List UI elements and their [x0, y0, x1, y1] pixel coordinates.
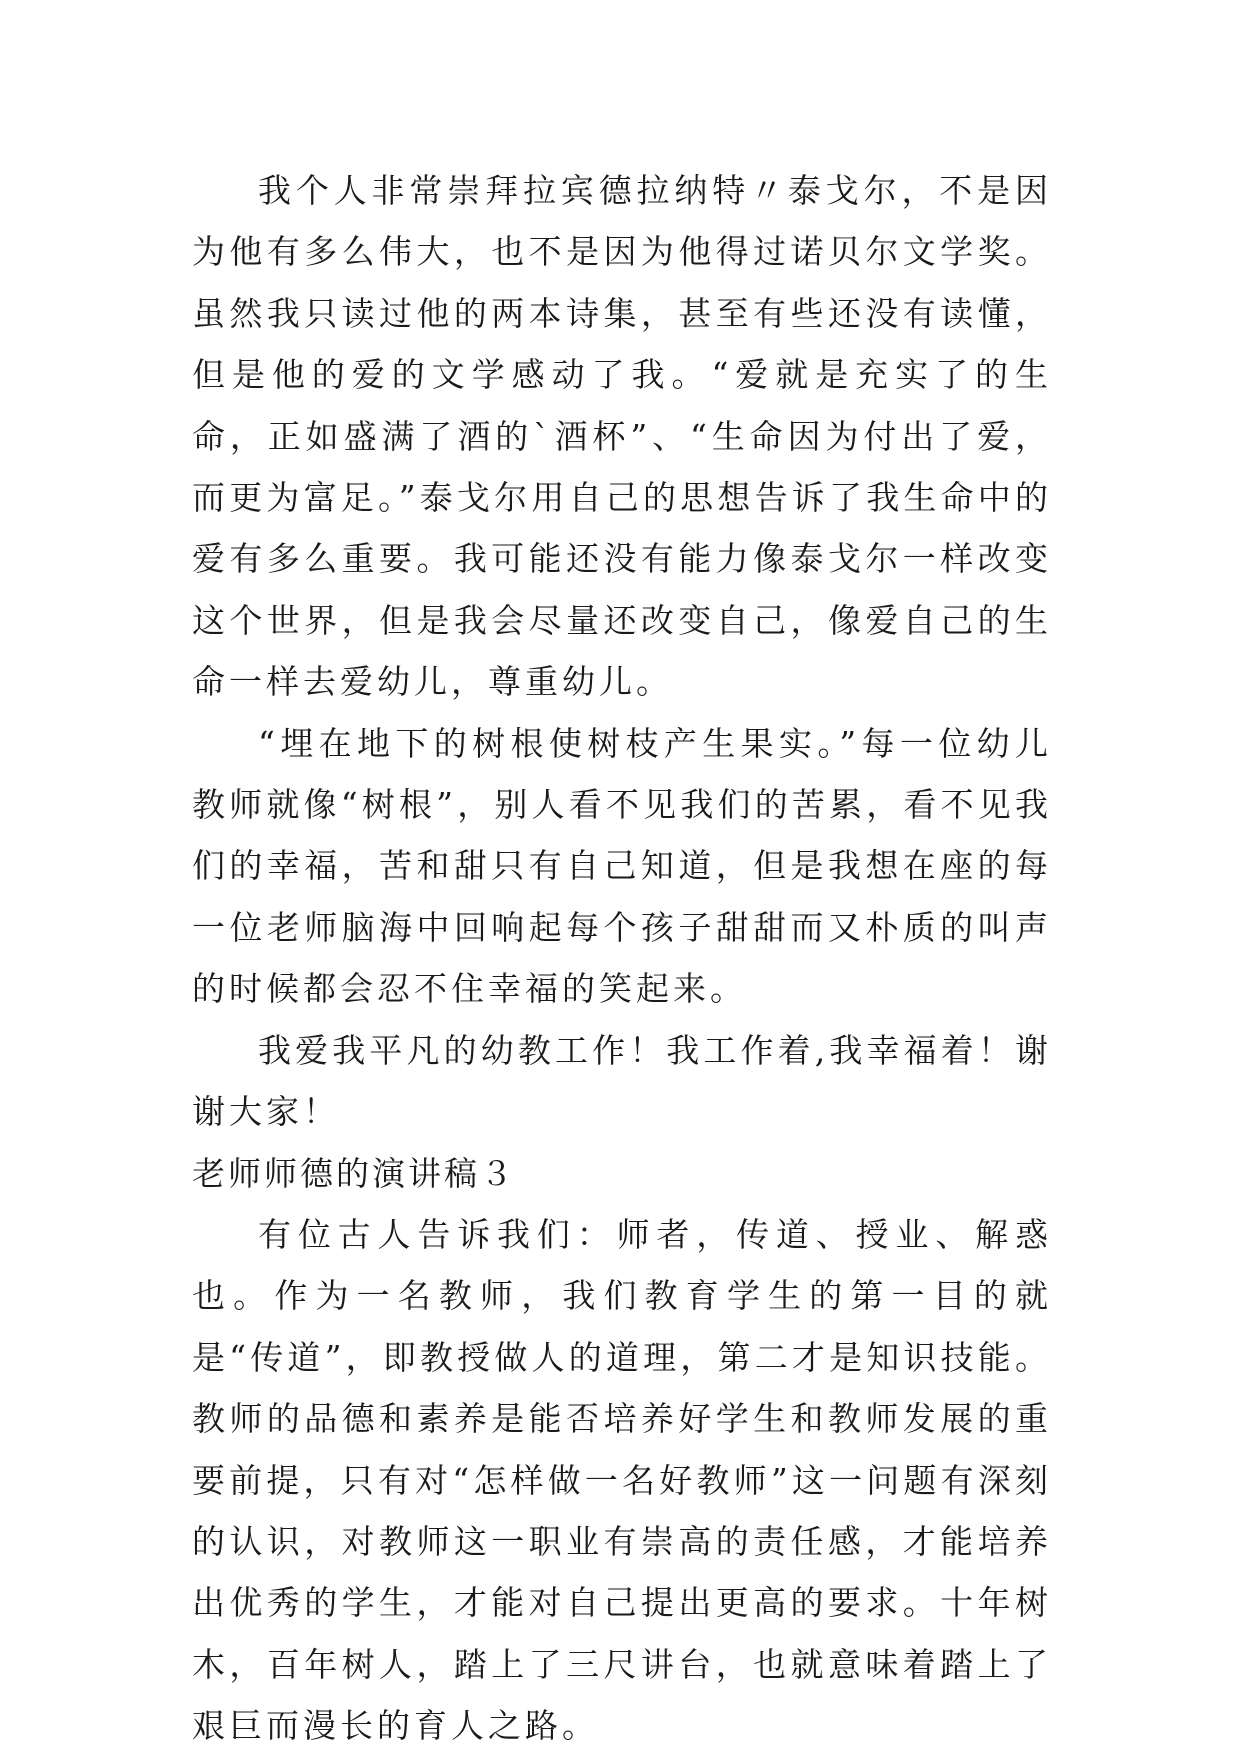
paragraph-tree-root: “埋在地下的树根使树枝产生果实。”每一位幼儿教师就像“树根”，别人看不见我们的苦累，看不见我们的幸福，苦和甜只有自己知道，但是我想在座的每一位老师脑海中回响起每个孩子甜甜而又朴质的叫声的时候都会忍不住幸福的笑起来。: [192, 723, 1052, 1009]
section-heading: 老师师德的演讲稿３: [192, 1153, 516, 1193]
paragraph-tagore: 我个人非常崇拜拉宾德拉纳特〃泰戈尔，不是因为他有多么伟大，也不是因为他得过诺贝尔文学奖。 虽然我只读过他的两本诗集，甚至有些还没有读懂，但是他的爱的文学感动了我。“爱就是充实了的生命，正如盛满了酒的`酒杯”、“生命因为付出了爱，而更为富足。”泰戈尔用自己的思想告诉了我生命中的爱有多么重要。我可能还没有能力像泰戈尔一样改变这个世界，但是我会尽量还改变自己，像爱自己的生命一样去爱幼儿，尊重幼儿。: [192, 171, 1052, 702]
document-body: [192, 160, 1052, 1757]
paragraph-teacher-ethics: 有位古人告诉我们：师者，传道、授业、解惑也。作为一名教师，我们教育学生的第一目的就是“传道”，即教授做人的道理，第二才是知识技能。教师的品德和素养是能否培养好学生和教师发展的重要前提，只有对“怎样做一名好教师”这一问题有深刻的认识，对教师这一职业有崇高的责任感，才能培养出优秀的学生，才能对自己提出更高的要求。十年树木，百年树人，踏上了三尺讲台，也就意味着踏上了艰巨而漫长的育人之路。: [192, 1214, 1052, 1746]
paragraph-closing: 我爱我平凡的幼教工作！我工作着,我幸福着！谢谢大家！: [192, 1030, 1052, 1132]
